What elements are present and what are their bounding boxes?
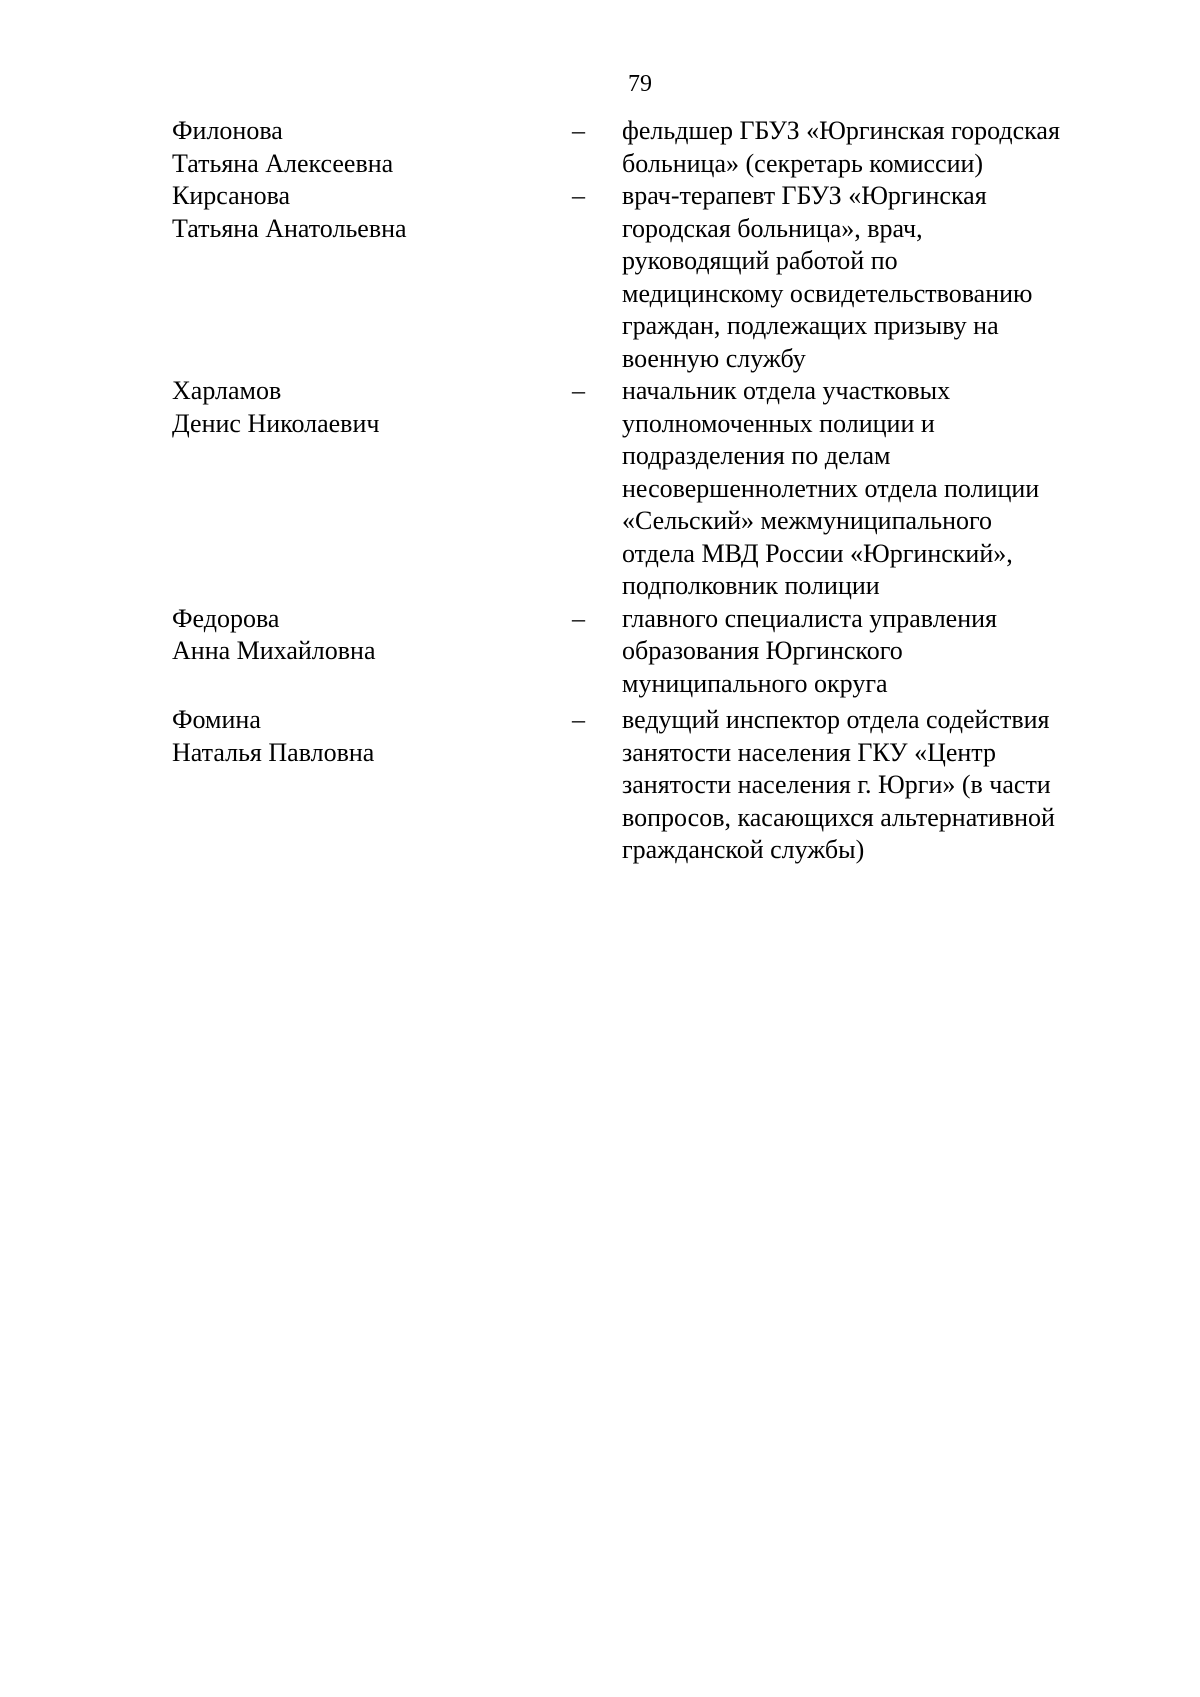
member-given-names: Татьяна Алексеевна [172, 148, 394, 178]
role-line: главного специалиста управления [622, 603, 997, 633]
dash-separator: – [572, 603, 585, 633]
role-line: образования Юргинского [622, 636, 903, 665]
member-role [622, 603, 1112, 701]
member-given-names: Татьяна Анатольевна [172, 213, 407, 243]
role-line: уполномоченных полиции и [622, 408, 935, 438]
role-line: ведущий инспектор отдела содействия [622, 705, 1050, 734]
member-surname: Федорова [172, 603, 280, 633]
member-name [172, 180, 572, 375]
member-name [172, 375, 572, 603]
member-name [172, 603, 572, 701]
role-line: вопросов, касающихся альтернативной [622, 802, 1055, 832]
member-given-names: Денис Николаевич [172, 408, 380, 438]
member-surname: Харламов [172, 376, 282, 405]
member-role [622, 180, 1112, 375]
dash-separator: – [572, 705, 585, 734]
role-line: «Сельский» межмуниципального [622, 506, 993, 535]
commission-member-list [172, 115, 1132, 867]
role-line: муниципального округа [622, 668, 888, 698]
role-line: медицинскому освидетельствованию [622, 278, 1033, 308]
member-entry-fomina [172, 704, 1132, 867]
role-line: подполковник полиции [622, 571, 880, 600]
member-entry-filonova [172, 115, 1132, 180]
role-line: гражданской службы) [622, 835, 865, 864]
role-line: больница» (секретарь комиссии) [622, 148, 984, 178]
member-role [622, 704, 1112, 867]
role-line: руководящий работой по [622, 246, 898, 275]
member-entry-kirsanova [172, 180, 1132, 375]
member-name [172, 704, 572, 867]
member-entry-fedorova [172, 603, 1132, 701]
dash-separator: – [572, 181, 585, 210]
role-line: отдела МВД России «Юргинский», [622, 538, 1013, 568]
role-line: военную службу [622, 343, 806, 373]
member-surname: Кирсанова [172, 181, 291, 210]
member-entry-kharlamov [172, 375, 1132, 603]
role-line: фельдшер ГБУЗ «Юргинская городская [622, 116, 1060, 145]
role-line: начальник отдела участковых [622, 376, 951, 405]
role-line: врач-терапевт ГБУЗ «Юргинская [622, 181, 987, 210]
member-role [622, 375, 1112, 603]
role-line: городская больница», врач, [622, 213, 923, 243]
member-name [172, 115, 572, 180]
member-role [622, 115, 1112, 180]
role-line: занятости населения ГКУ «Центр [622, 737, 996, 767]
dash-separator: – [572, 116, 585, 145]
member-given-names: Наталья Павловна [172, 737, 375, 767]
page-number: 79 [628, 71, 652, 97]
role-line: подразделения по делам [622, 441, 891, 470]
member-given-names: Анна Михайловна [172, 636, 376, 665]
role-line: несовершеннолетних отдела полиции [622, 473, 1040, 503]
role-line: граждан, подлежащих призыву на [622, 311, 999, 340]
role-line: занятости населения г. Юрги» (в части [622, 770, 1051, 799]
member-surname: Филонова [172, 116, 283, 145]
dash-separator: – [572, 376, 585, 405]
member-surname: Фомина [172, 705, 261, 734]
